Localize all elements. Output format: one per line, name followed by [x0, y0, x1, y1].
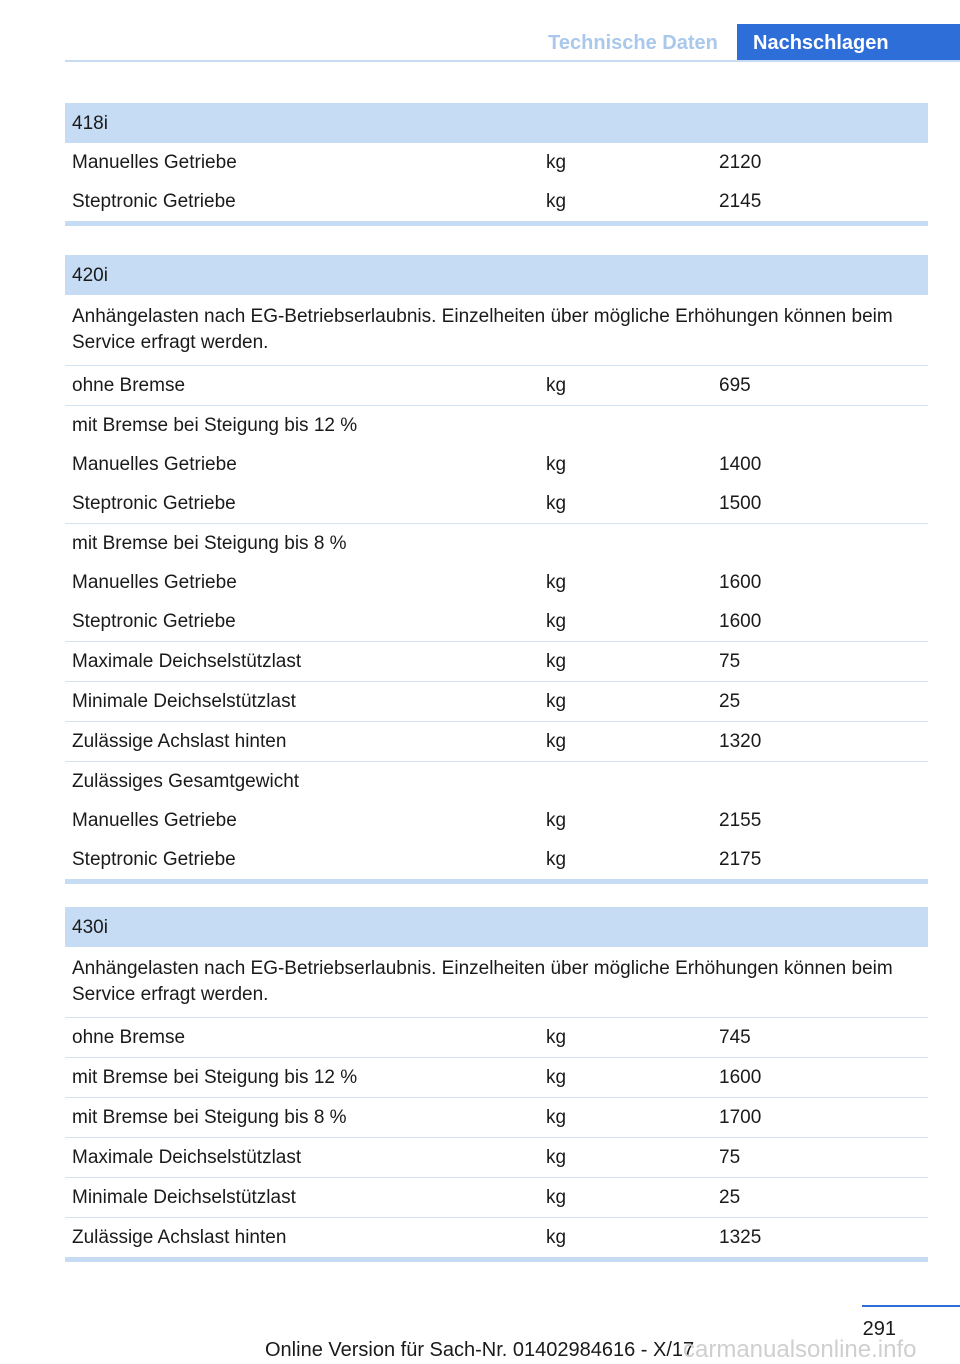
- row-unit: kg: [546, 493, 567, 514]
- row-unit: kg: [546, 1107, 567, 1128]
- row-value: 1500: [719, 493, 762, 514]
- row-unit: kg: [546, 1187, 567, 1208]
- table-row: [65, 365, 928, 405]
- section-title: 418i: [65, 103, 928, 143]
- row-unit: kg: [546, 810, 567, 831]
- row-value: 1600: [719, 1067, 762, 1088]
- row-unit: kg: [546, 375, 567, 396]
- row-unit: kg: [546, 651, 567, 672]
- row-label: Zulässiges Gesamtgewicht: [72, 771, 300, 792]
- table-row: [65, 761, 928, 801]
- table-row: [65, 1177, 928, 1217]
- row-value: 695: [719, 375, 751, 396]
- row-unit: kg: [546, 849, 567, 870]
- watermark: carmanualsonline.info: [683, 1336, 917, 1363]
- row-label: Steptronic Getriebe: [72, 191, 236, 212]
- section-end-bar: [65, 221, 928, 226]
- spec-table-420i: [65, 255, 928, 884]
- row-unit: kg: [546, 1227, 567, 1248]
- page-number: 291: [862, 1318, 896, 1340]
- table-row: [65, 182, 928, 221]
- row-label: Minimale Deichselstützlast: [72, 1187, 296, 1208]
- footer-accent-line: [862, 1305, 960, 1307]
- table-row: [65, 143, 928, 182]
- row-unit: kg: [546, 611, 567, 632]
- row-label: mit Bremse bei Steigung bis 8 %: [72, 533, 347, 554]
- row-unit: kg: [546, 691, 567, 712]
- row-label: Steptronic Getriebe: [72, 493, 236, 514]
- table-row: [65, 405, 928, 445]
- row-unit: kg: [546, 152, 567, 173]
- row-label: ohne Bremse: [72, 1027, 186, 1048]
- row-label: Steptronic Getriebe: [72, 611, 236, 632]
- row-label: ohne Bremse: [72, 375, 186, 396]
- spec-table-430i: [65, 907, 928, 1262]
- row-value: 2155: [719, 810, 762, 831]
- row-value: 2175: [719, 849, 762, 870]
- table-row: [65, 445, 928, 484]
- table-row: [65, 801, 928, 840]
- table-row: [65, 1217, 928, 1257]
- row-unit: kg: [546, 191, 567, 212]
- row-label: mit Bremse bei Steigung bis 12 %: [72, 1067, 358, 1088]
- section-note: Anhängelasten nach EG-Betriebserlaubnis. Einzelheiten über mögliche Erhöhungen können beim Service erfragt werden.: [72, 958, 893, 1005]
- tab-technische-daten[interactable]: Technische Daten: [548, 32, 718, 54]
- row-value: 1600: [719, 572, 762, 593]
- row-value: 1400: [719, 454, 762, 475]
- table-row: [65, 563, 928, 602]
- section-note: Anhängelasten nach EG-Betriebserlaubnis. Einzelheiten über mögliche Erhöhungen können beim Service erfragt werden.: [72, 306, 893, 353]
- row-unit: kg: [546, 1067, 567, 1088]
- row-value: 2145: [719, 191, 762, 212]
- row-value: 1700: [719, 1107, 762, 1128]
- row-label: Zulässige Achslast hinten: [72, 731, 287, 752]
- row-value: 25: [719, 1187, 741, 1208]
- table-row: [65, 840, 928, 879]
- section-end-bar: [65, 1257, 928, 1262]
- row-value: 1320: [719, 731, 762, 752]
- section-title: 420i: [65, 255, 928, 295]
- table-row: [65, 721, 928, 761]
- row-label: Maximale Deichselstützlast: [72, 1147, 302, 1168]
- row-value: 75: [719, 1147, 741, 1168]
- table-row: [65, 1057, 928, 1097]
- table-row: [65, 1097, 928, 1137]
- table-row: [65, 641, 928, 681]
- row-unit: kg: [546, 572, 567, 593]
- row-label: mit Bremse bei Steigung bis 12 %: [72, 415, 358, 436]
- row-label: Manuelles Getriebe: [72, 454, 237, 475]
- row-value: 1600: [719, 611, 762, 632]
- row-label: Maximale Deichselstützlast: [72, 651, 302, 672]
- row-label: mit Bremse bei Steigung bis 8 %: [72, 1107, 347, 1128]
- row-value: 745: [719, 1027, 751, 1048]
- row-label: Steptronic Getriebe: [72, 849, 236, 870]
- table-row: [65, 523, 928, 563]
- section-title: 430i: [65, 907, 928, 947]
- row-unit: kg: [546, 454, 567, 475]
- row-unit: kg: [546, 731, 567, 752]
- row-unit: kg: [546, 1147, 567, 1168]
- row-label: Minimale Deichselstützlast: [72, 691, 296, 712]
- row-label: Manuelles Getriebe: [72, 810, 237, 831]
- spec-table-418i: [65, 103, 928, 226]
- table-row: [65, 1017, 928, 1057]
- table-row: [65, 1137, 928, 1177]
- row-label: Manuelles Getriebe: [72, 152, 237, 173]
- row-label: Manuelles Getriebe: [72, 572, 237, 593]
- tab-nachschlagen[interactable]: Nachschlagen: [737, 24, 960, 62]
- section-end-bar: [65, 879, 928, 884]
- table-row: [65, 602, 928, 641]
- row-value: 25: [719, 691, 741, 712]
- row-value: 2120: [719, 152, 762, 173]
- table-row: [65, 681, 928, 721]
- table-row: [65, 484, 928, 523]
- header-divider: [65, 60, 960, 62]
- row-label: Zulässige Achslast hinten: [72, 1227, 287, 1248]
- row-value: 75: [719, 651, 741, 672]
- row-value: 1325: [719, 1227, 762, 1248]
- row-unit: kg: [546, 1027, 567, 1048]
- footer-version-text: Online Version für Sach-Nr. 01402984616 - X/17: [265, 1339, 695, 1361]
